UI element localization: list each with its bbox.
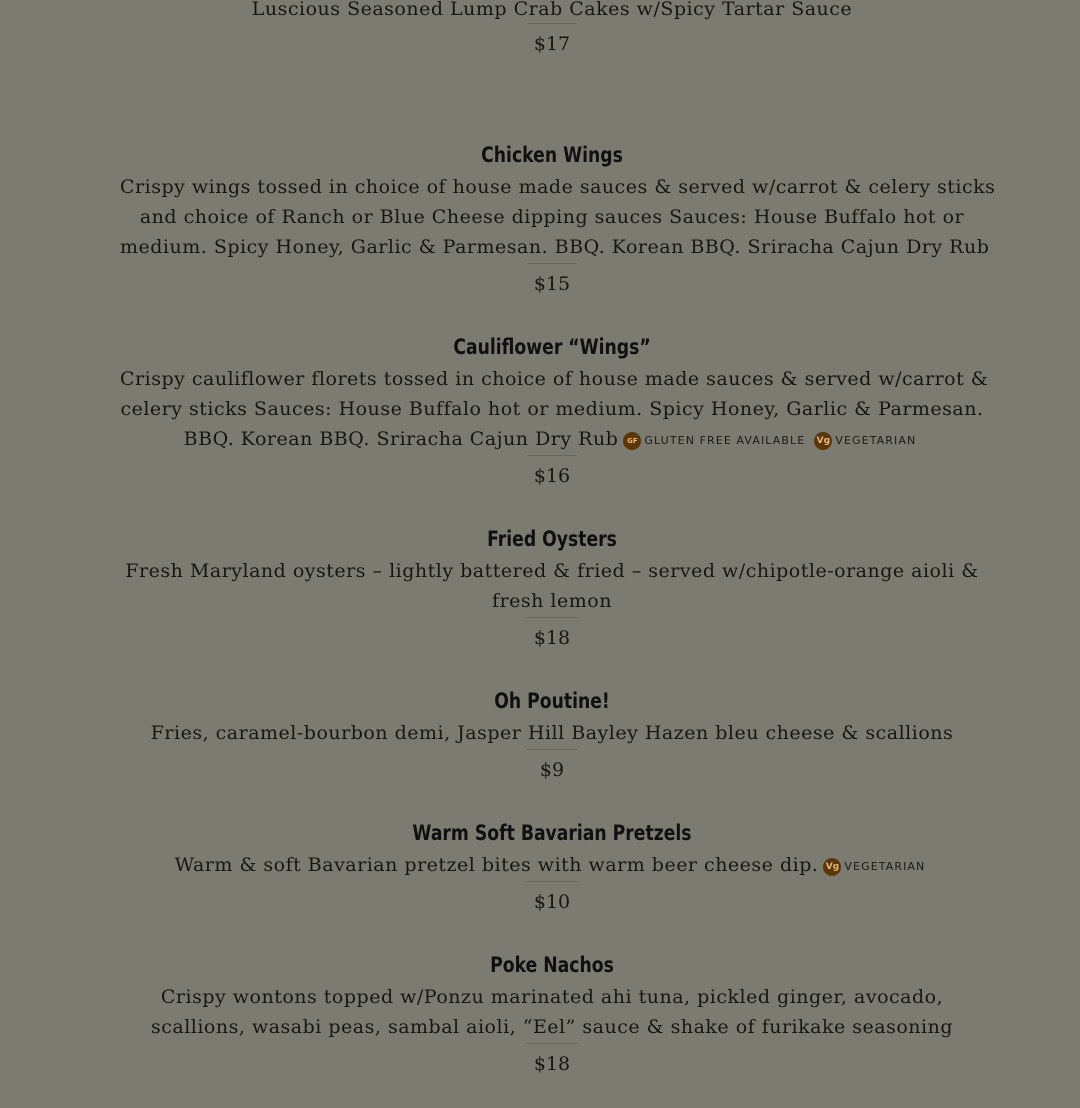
description-line: Fries, caramel-bourbon demi, Jasper Hill Bayley Hazen bleu cheese & scallions bbox=[150, 722, 954, 744]
divider bbox=[527, 749, 577, 750]
menu-item-description bbox=[120, 982, 984, 1042]
divider bbox=[527, 263, 577, 264]
vegetarian-icon: Vg bbox=[814, 432, 832, 450]
description-line-with-badges bbox=[120, 424, 984, 456]
gluten-free-icon: GF bbox=[623, 432, 641, 450]
menu-item-title: Chicken Wings bbox=[481, 143, 623, 167]
description-line: Crispy wontons topped w/Ponzu marinated ahi tuna, pickled ginger, avocado, bbox=[160, 986, 944, 1008]
menu-item-price: $18 bbox=[533, 1053, 571, 1075]
menu-item-price: $17 bbox=[533, 33, 571, 55]
divider bbox=[527, 23, 577, 24]
menu-item-description bbox=[120, 718, 984, 748]
divider bbox=[527, 1043, 577, 1044]
menu-item-title: Poke Nachos bbox=[490, 953, 614, 977]
menu-item-description bbox=[120, 556, 984, 616]
description-line: BBQ. Korean BBQ. Sriracha Cajun Dry Rub bbox=[183, 428, 619, 450]
description-line: and choice of Ranch or Blue Cheese dipping sauces Sauces: House Buffalo hot or bbox=[139, 206, 965, 228]
menu-item-description bbox=[120, 850, 984, 882]
description-line: Crispy cauliflower florets tossed in choice of house made sauces & served w/carrot & bbox=[120, 368, 989, 390]
description-line: fresh lemon bbox=[492, 590, 612, 612]
menu-item-price: $15 bbox=[533, 273, 571, 295]
divider bbox=[527, 455, 577, 456]
menu-item-price: $9 bbox=[539, 759, 565, 781]
vegetarian-badge bbox=[814, 426, 916, 456]
description-line: Fresh Maryland oysters – lightly battered & fried – served w/chipotle-orange aioli & bbox=[125, 560, 979, 582]
description-line: Luscious Seasoned Lump Crab Cakes w/Spicy Tartar Sauce bbox=[251, 0, 853, 20]
divider bbox=[527, 617, 577, 618]
divider bbox=[527, 881, 577, 882]
vegetarian-icon: Vg bbox=[823, 858, 841, 876]
badge-label: VEGETARIAN bbox=[835, 434, 917, 447]
description-line: celery sticks Sauces: House Buffalo hot or medium. Spicy Honey, Garlic & Parmesan. bbox=[120, 398, 984, 420]
description-line: Warm & soft Bavarian pretzel bites with warm beer cheese dip. bbox=[174, 854, 819, 876]
menu-item-description bbox=[120, 0, 984, 24]
vegetarian-badge bbox=[823, 852, 925, 882]
menu-item-price: $18 bbox=[533, 627, 571, 649]
menu-item-description bbox=[120, 172, 996, 262]
menu-item-price: $10 bbox=[533, 891, 571, 913]
badge-label: VEGETARIAN bbox=[844, 860, 926, 873]
gluten-free-badge bbox=[623, 426, 805, 456]
badge-label: GLUTEN FREE AVAILABLE bbox=[644, 434, 806, 447]
menu-item-title: Cauliflower “Wings” bbox=[453, 335, 651, 359]
menu-item-description bbox=[120, 364, 989, 456]
description-line: scallions, wasabi peas, sambal aioli, “Eel” sauce & shake of furikake seasoning bbox=[150, 1016, 953, 1038]
menu-item-price: $16 bbox=[533, 465, 571, 487]
description-line-with-badges bbox=[120, 850, 984, 882]
menu-item-title: Oh Poutine! bbox=[494, 689, 610, 713]
menu-item-title: Fried Oysters bbox=[487, 527, 617, 551]
description-line: Crispy wings tossed in choice of house made sauces & served w/carrot & celery sticks bbox=[120, 176, 996, 198]
description-line: medium. Spicy Honey, Garlic & Parmesan. BBQ. Korean BBQ. Sriracha Cajun Dry Rub bbox=[120, 236, 990, 258]
menu-item-title: Warm Soft Bavarian Pretzels bbox=[412, 821, 692, 845]
